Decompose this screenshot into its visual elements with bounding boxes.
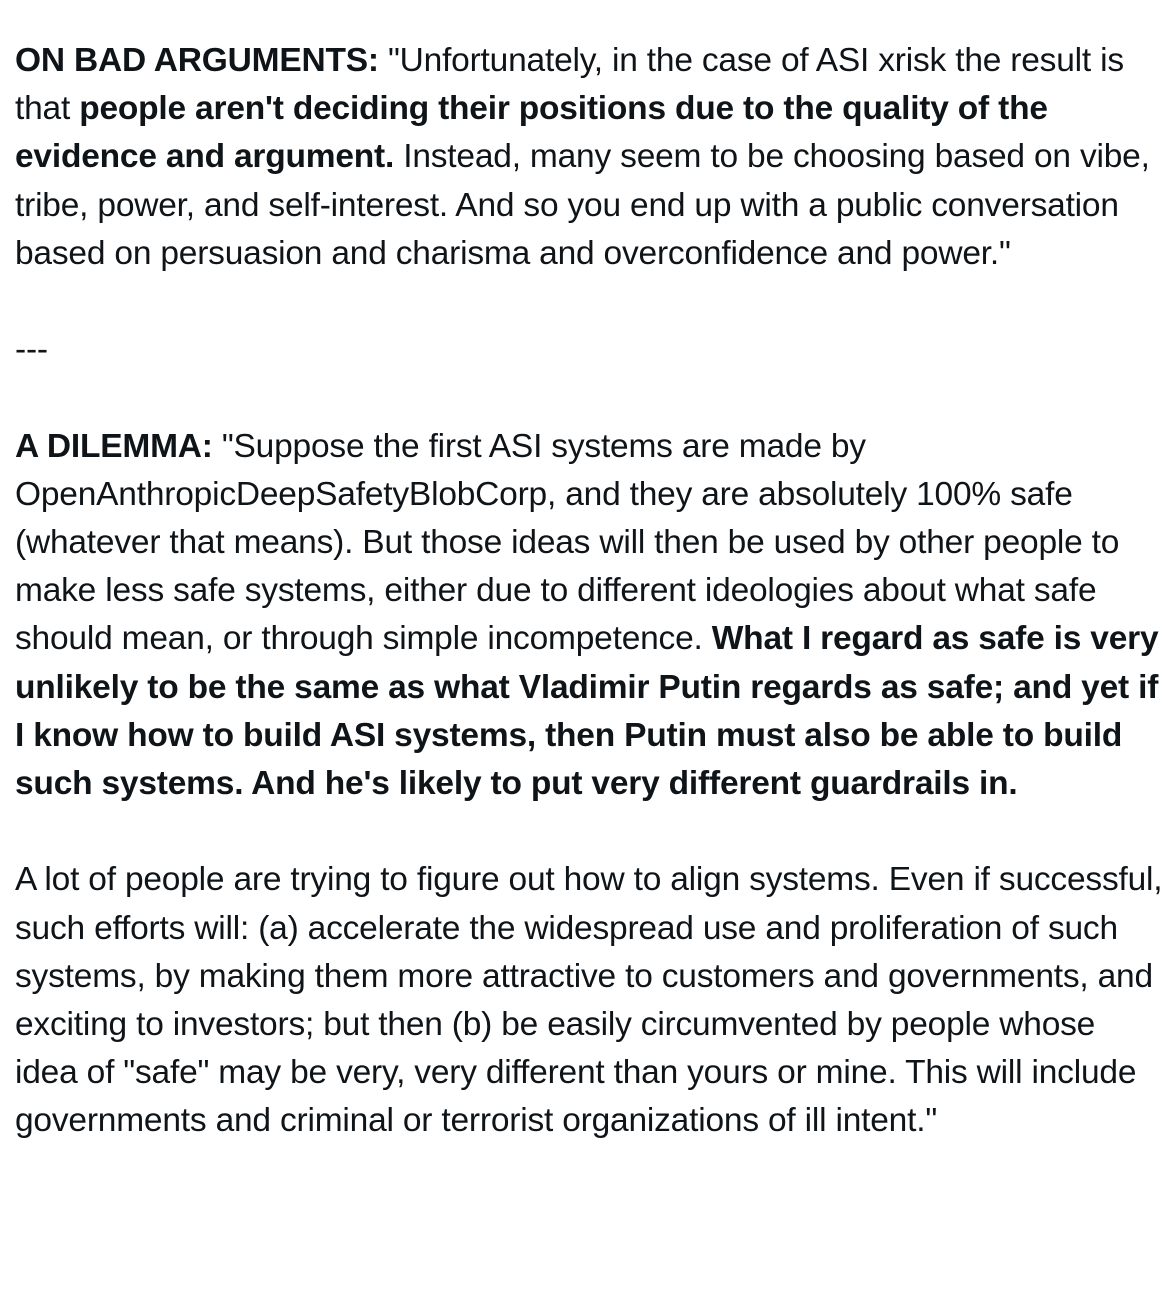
blank-line: [15, 278, 1165, 326]
separator: ---: [15, 331, 48, 369]
post-body: [15, 37, 1165, 1146]
paragraph-dilemma: [15, 423, 1165, 809]
dilemma-bold: What I regard as safe is very unlikely to be the same as what Vladimir Putin regards as safe; and yet if I know how to build ASI systems, then Putin must also be able to build such systems. And he's likely to put very different guardrails in.: [15, 620, 1159, 803]
bad-arguments-bold: people aren't deciding their positions due to the quality of the evidence and argument.: [15, 90, 1048, 176]
heading-dilemma: A DILEMMA:: [15, 427, 213, 465]
blank-line: [15, 374, 1165, 422]
paragraph-bad-arguments: [15, 37, 1165, 278]
heading-bad-arguments: ON BAD ARGUMENTS:: [15, 42, 379, 79]
bad-arguments-text-b: Instead, many seem to be choosing based on vibe, tribe, power, and self-interest. And so you end up with a public conversation based on persuasion and charisma and overconfidence and power.": [15, 138, 1150, 272]
dilemma-text-a: "Suppose the first ASI systems are made by OpenAnthropicDeepSafetyBlobCorp, and they are absolutely 100% safe (whatever that means). But those ideas will then be used by other people to make less safe systems, either due to different ideologies about what safe should mean, or through simple incompetence.: [15, 427, 1120, 658]
paragraph-alignment: A lot of people are trying to figure out how to align systems. Even if successful, such efforts will: (a) accelerate the widespread use and proliferation of such systems, by making them more attractive to customers and governments, and exciting to investors; but then (b) be easily circumvented by people whose idea of "safe" may be very, very different than yours or mine. This will include governments and criminal or terrorist organizations of ill intent.": [15, 861, 1163, 1140]
blank-line: [15, 808, 1165, 856]
bad-arguments-text-a: "Unfortunately, in the case of ASI xrisk the result is that: [15, 42, 1124, 128]
